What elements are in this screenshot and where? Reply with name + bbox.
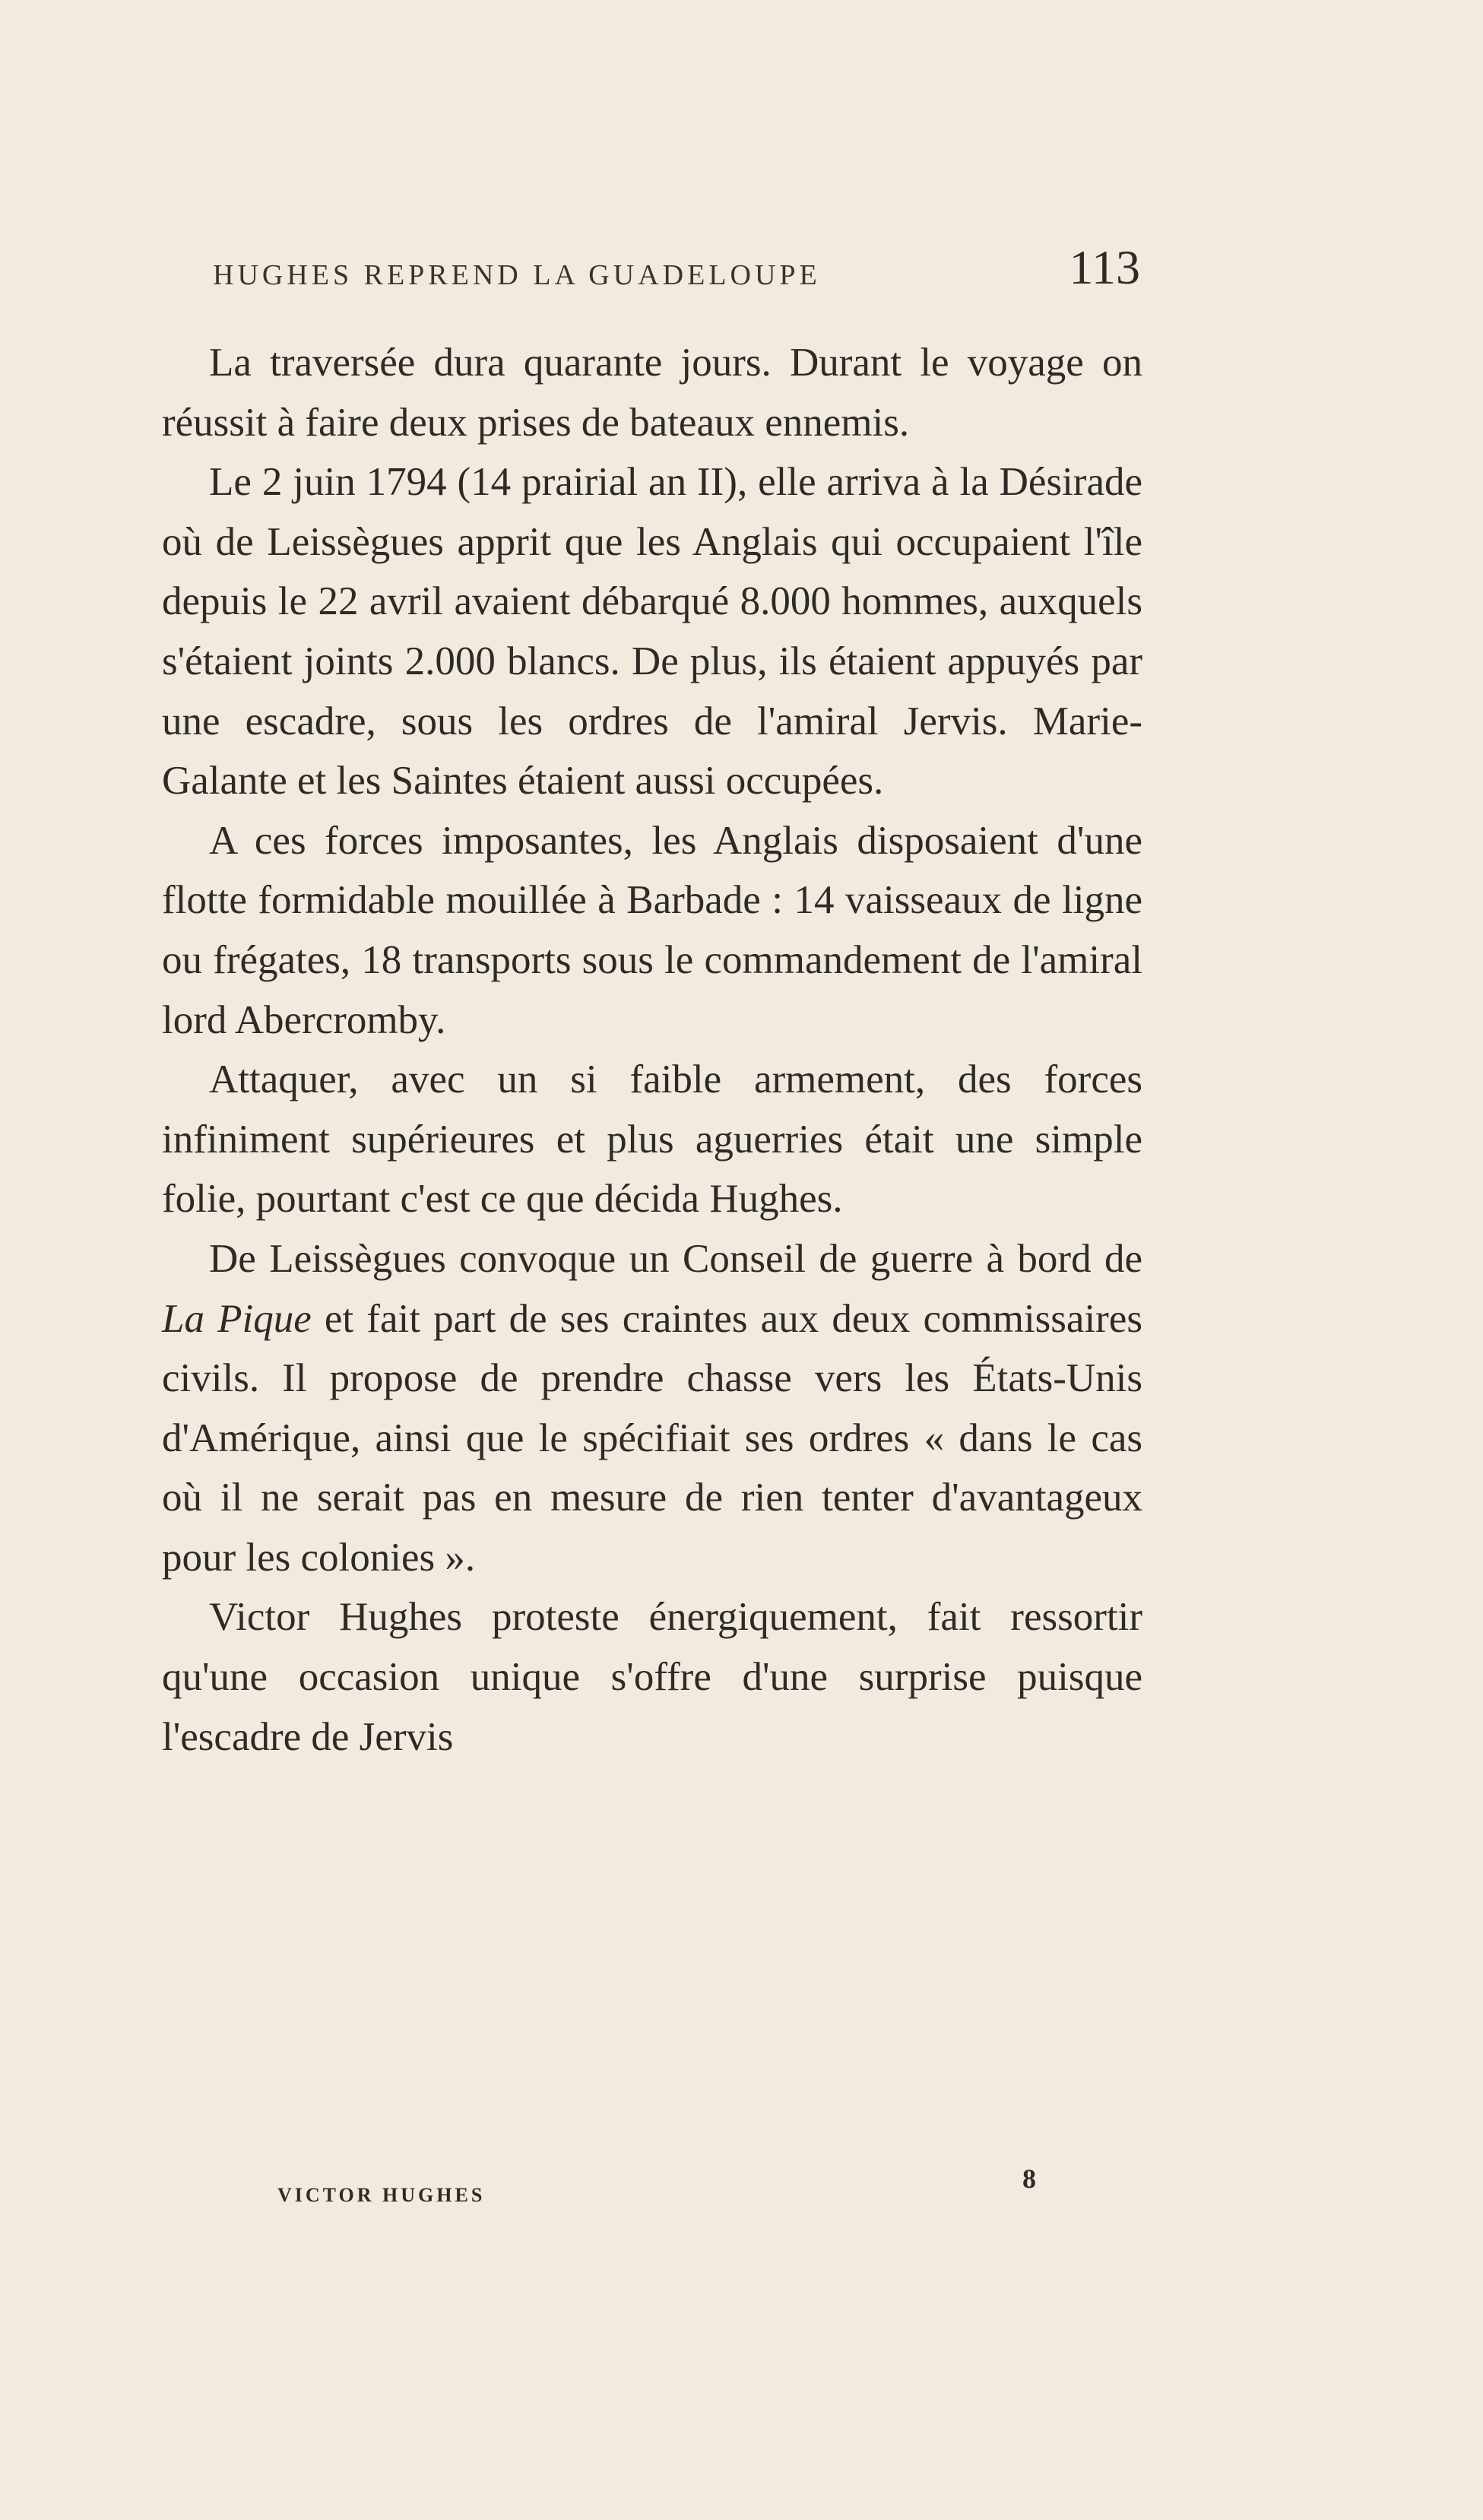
paragraph-5-start: De Leissègues convoque un Conseil de guerre à bord de (209, 1236, 1142, 1281)
sheet-number: 8 (1022, 2163, 1036, 2194)
ship-name: La Pique (162, 1296, 312, 1341)
paragraph-4: Attaquer, avec un si faible armement, des forces infiniment supérieures et plus aguerries était une simple folie, pourtant c'est ce que décida Hughes. (162, 1057, 1142, 1222)
paragraph-2: Le 2 juin 1794 (14 prairial an II), elle arriva à la Désirade où de Leissègues apprit que les Anglais qui occupaient l'île depuis le 22 avril avaient débarqué 8.000 hommes, auxquels s'étaient joints 2.000 blancs. De plus, ils étaient appuyés par une escadre, sous les ordres de l'amiral Jervis. Marie-Galante et les Saintes étaient aussi occupées. (162, 460, 1142, 804)
running-title: HUGHES REPREND LA GUADELOUPE (213, 259, 821, 291)
paragraph-1: La traversée dura quarante jours. Durant le voyage on réussit à faire deux prises de bateaux ennemis. (162, 341, 1142, 445)
page-header (190, 236, 1140, 304)
paragraph-3: A ces forces imposantes, les Anglais disposaient d'une flotte formidable mouillée à Barbade : 14 vaisseaux de ligne ou frégates, 18 transports sous le commandement de l'amiral lord Abercromby. (162, 818, 1142, 1042)
paragraph-6: Victor Hughes proteste énergiquement, fait ressortir qu'une occasion unique s'offre d'une surprise puisque l'escadre de Jervis (162, 1595, 1142, 1759)
paragraph-5-end: et fait part de ses craintes aux deux commissaires civils. Il propose de prendre chasse vers les États-Unis d'Amérique, ainsi que le spécifiait ses ordres « dans le cas où il ne serait pas en mesure de rien tenter d'avantageux pour les colonies ». (162, 1296, 1142, 1580)
signature-mark: VICTOR HUGHES (277, 2184, 486, 2206)
body-text (162, 333, 1142, 1767)
paragraph-5 (162, 1229, 1142, 1588)
page-number: 113 (1069, 240, 1140, 294)
page-footer (190, 2163, 1064, 2224)
